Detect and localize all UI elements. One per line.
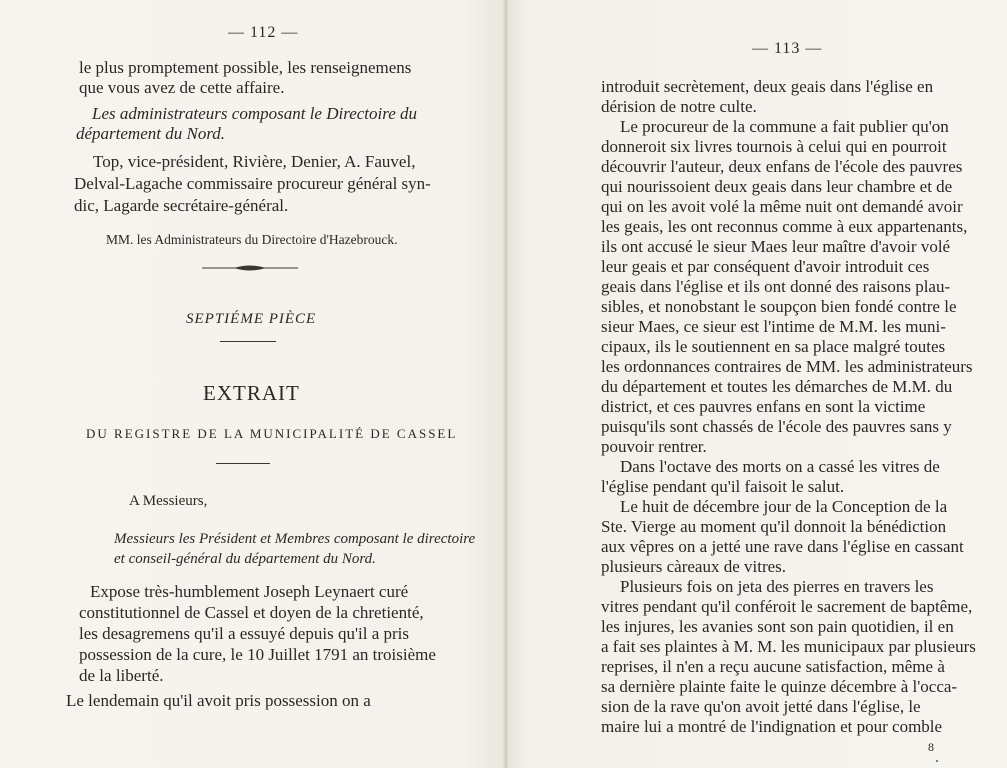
text-line: aux vêpres on a jetté une rave dans l'église en cassant: [601, 537, 964, 556]
text-line: Expose très-humblement Joseph Leynaert curé: [90, 582, 409, 601]
text-line: les injures, les avanies sont son pain quotidien, il en: [601, 617, 954, 636]
text-line: puisqu'ils sont chassés de l'école des pauvres sans y: [601, 417, 952, 436]
page-number-left: — 112 —: [228, 24, 299, 41]
text-line: de la liberté.: [79, 666, 164, 685]
addressee-line: MM. les Administrateurs du Directoire d'Hazebrouck.: [106, 232, 398, 247]
text-line: département du Nord.: [76, 124, 226, 143]
text-line: Le procureur de la commune a fait publier qu'on: [620, 117, 949, 136]
text-line: dic, Lagarde secrétaire-général.: [74, 196, 289, 215]
register-subtitle: DU REGISTRE DE LA MUNICIPALITÉ DE CASSEL: [86, 426, 458, 441]
text-line: le plus promptement possible, les renseignemens: [79, 58, 412, 77]
text-line: possession de la cure, le 10 Juillet 1791 an troisième: [79, 645, 436, 664]
text-line: Le lendemain qu'il avoit pris possession on a: [66, 691, 371, 710]
text-line: sibles, et nonobstant le soupçon bien fondé contre le: [601, 297, 957, 316]
right-page: [508, 0, 1007, 768]
text-line: que vous avez de cette affaire.: [79, 78, 285, 97]
salutation: A Messieurs,: [129, 493, 208, 509]
text-line: les ordonnances contraires de MM. les administrateurs: [601, 357, 973, 376]
text-line: les desagremens qu'il a essuyé depuis qu'il a pris: [79, 624, 409, 643]
page-number-right: — 113 —: [752, 40, 823, 57]
text-line: reprises, il n'en a reçu aucune satisfaction, même à: [601, 657, 945, 676]
divider-rule: [216, 463, 270, 464]
text-line: découvrir l'auteur, deux enfans de l'école des pauvres: [601, 157, 963, 176]
text-line: sieur Maes, ce sieur est l'intime de M.M. les muni-: [601, 317, 946, 336]
text-line: Les administrateurs composant le Directoire du: [92, 104, 418, 123]
text-line: cipaux, ils le soutiennent en sa place malgré toutes: [601, 337, 946, 356]
text-line: maire lui a montré de l'indignation et pour comble: [601, 717, 943, 736]
text-line: Le huit de décembre jour de la Conception de la: [620, 497, 948, 516]
text-line: Delval-Lagache commissaire procureur général syn-: [74, 174, 431, 193]
text-line: Dans l'octave des morts on a cassé les vitres de: [620, 457, 940, 476]
text-line: vitres pendant qu'il conféroit le sacrement de baptême,: [601, 597, 973, 616]
text-line: qui nourissoient deux geais dans leur chambre et de: [601, 177, 953, 196]
section-heading: SEPTIÉME PIÈCE: [186, 311, 317, 327]
text-line: dérision de notre culte.: [601, 97, 757, 116]
text-line: a fait ses plaintes à M. M. les municipaux par plusieurs: [601, 637, 976, 656]
text-line: Ste. Vierge au moment qu'il donnoit la bénédiction: [601, 517, 947, 536]
text-line: constitutionnel de Cassel et doyen de la chretienté,: [79, 603, 424, 622]
text-line: district, et ces pauvres enfans en sont la victime: [601, 397, 926, 416]
document-title: EXTRAIT: [203, 381, 300, 405]
text-line: ils ont accusé le sieur Maes leur maître d'avoir volé: [601, 237, 951, 256]
text-line: leur geais et par conséquent d'avoir introduit ces: [601, 257, 930, 276]
text-line: donneroit six livres tournois à celui qui en pourroit: [601, 137, 947, 156]
text-line: Plusieurs fois on jeta des pierres en travers les: [620, 577, 934, 596]
text-line: et conseil-général du département du Nord.: [114, 551, 376, 567]
speck: [936, 760, 938, 762]
text-line: du département et toutes les démarches de M.M. du: [601, 377, 953, 396]
divider-rule: [220, 341, 276, 342]
text-line: Top, vice-président, Rivière, Denier, A. Fauvel,: [93, 152, 416, 171]
text-line: sion de la rave qu'on avoit jetté dans l'église, le: [601, 697, 921, 716]
signature-mark: 8: [928, 740, 934, 754]
text-line: geais dans l'église et ils ont donné des raisons plau-: [601, 277, 951, 296]
text-line: pouvoir rentrer.: [601, 437, 707, 456]
text-line: sa dernière plainte faite le quinze décembre à l'occa-: [601, 677, 958, 696]
text-line: l'église pendant qu'il faisoit le salut.: [601, 477, 845, 496]
text-line: introduit secrètement, deux geais dans l'église en: [601, 77, 934, 96]
text-line: Messieurs les Président et Membres composant le directoire: [114, 531, 476, 547]
text-line: plusieurs càreaux de vitres.: [601, 557, 787, 576]
ornament-divider: [200, 263, 300, 273]
text-line: les geais, les ont reconnus comme à eux appartenants,: [601, 217, 968, 236]
text-line: qui on les avoit volé la même nuit ont demandé avoir: [601, 197, 963, 216]
